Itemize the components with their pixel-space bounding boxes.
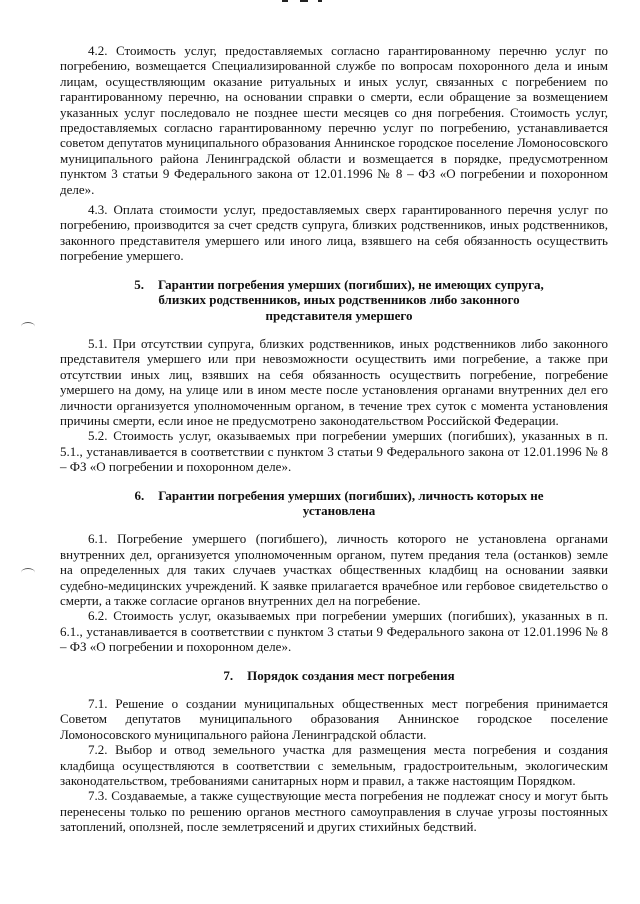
- paragraph-7-2: 7.2. Выбор и отвод земельного участка для размещения места погребения и создания кладбища осуществляются в соответствии с земельным, градостроительным, экологическим законодательством, требованиями санитарных норм и правил, а также настоящим Порядком.: [60, 742, 608, 789]
- paragraph-5-2: 5.2. Стоимость услуг, оказываемых при погребении умерших (погибших), указанных в п. 5.1., устанавливается в соответствии с пунктом 3 статьи 9 Федерального закона от 12.01.1996 № 8 – ФЗ «О погребении и похоронном деле».: [60, 428, 608, 475]
- margin-mark: [21, 568, 35, 577]
- scan-artifact-top: [0, 0, 640, 14]
- section-7-heading: [60, 668, 608, 683]
- section-5-title: Гарантии погребения умерших (погибших), не имеющих супруга, близких родственников, иных родственников либо законного представителя умершего: [158, 276, 544, 323]
- section-6-heading: [60, 488, 608, 519]
- paragraph-6-2: 6.2. Стоимость услуг, оказываемых при погребении умерших (погибших), указанных в п. 6.1., устанавливается в соответствии с пунктом 3 статьи 9 Федерального закона от 12.01.1996 № 8 – ФЗ «О погребении и похоронном деле».: [60, 608, 608, 655]
- section-6-number: 6.: [134, 487, 145, 503]
- section-7-number: 7.: [223, 667, 234, 683]
- section-6-title: Гарантии погребения умерших (погибших), личность которых не установлена: [158, 487, 544, 518]
- document-body: [60, 43, 608, 835]
- margin-mark: [21, 322, 35, 331]
- paragraph-7-1: 7.1. Решение о создании муниципальных общественных мест погребения принимается Советом депутатов муниципального образования Аннинское городское поселение Ломоносовского муниципального района Ленинградской области.: [60, 696, 608, 742]
- section-5-number: 5.: [134, 276, 145, 292]
- section-7-title: Порядок создания мест погребения: [247, 667, 455, 683]
- paragraph-7-3: 7.3. Создаваемые, а также существующие места погребения не подлежат сносу и могут быть перенесены только по решению органов местного самоуправления в случае угрозы постоянных затоплений, оползней, после землетрясений и других стихийных бедствий.: [60, 788, 608, 835]
- paragraph-4-3: 4.3. Оплата стоимости услуг, предоставляемых сверх гарантированного перечня услуг по погребению, производится за счет средств супруга, близких родственников, иных родственников, законного представителя умершего или иного лица, взявшего на себя обязанность осуществить погребение умершего.: [60, 202, 608, 264]
- paragraph-5-1: 5.1. При отсутствии супруга, близких родственников, иных родственников либо законного представителя умершего или при невозможности осуществить ими погребение, а также при отсутствии иных лиц, взявших на себя обязанность осуществить погребение, погребение умершего на дому, на улице или в ином месте после установления органами внутренних дел его личности организуется уполномоченным органом, в течение трех суток с момента установления причины смерти, если иное не предусмотрено законодательством Российской Федерации.: [60, 335, 608, 428]
- section-5-heading: [60, 277, 608, 323]
- paragraph-6-1: 6.1. Погребение умершего (погибшего), личность которого не установлена органами внутренних дел, организуется уполномоченным органом, путем предания тела (останков) земле на определенных для таких случаев участках общественных кладбищ на основании заявки судебно-медицинских учреждений. К заявке прилагается врачебное или гербовое свидетельство о смерти, а также согласие органов внутренних дел на погребение.: [60, 531, 608, 608]
- paragraph-4-2: 4.2. Стоимость услуг, предоставляемых согласно гарантированному перечню услуг по погребению, возмещается Специализированной службе по вопросам похоронного дела и иным лицам, осуществляющим оказание ритуальных и иных услуг, связанных с погребением по гарантированному перечню, на основании справки о смерти, если обращение за возмещением указанных услуг последовало не позднее шести месяцев со дня погребения. Стоимость услуг, предоставляемых согласно гарантированному перечню услуг по погребению, устанавливается советом депутатов муниципального образования Аннинское городское поселение Ломоносовского муниципального района Ленинградской области и возмещается в порядке, предусмотренном пунктом 3 статьи 9 Федерального закона от 12.01.1996 № 8 – ФЗ «О погребении и похоронном деле».: [60, 43, 608, 197]
